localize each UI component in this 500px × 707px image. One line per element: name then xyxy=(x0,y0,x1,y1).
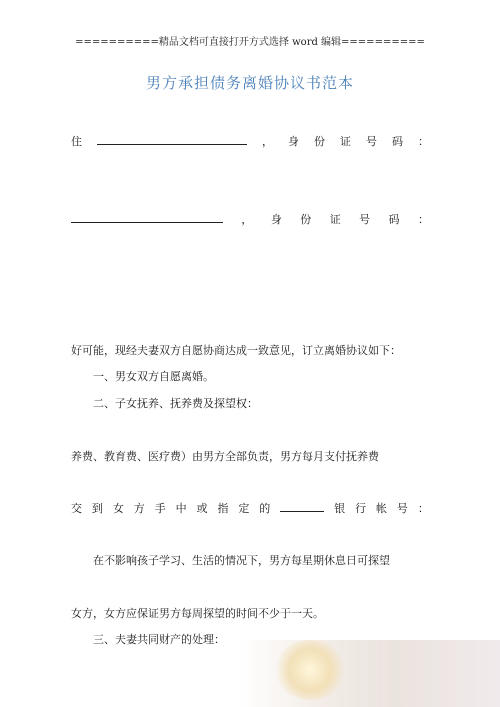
text: ： xyxy=(417,502,429,515)
watermark-glow xyxy=(275,640,345,700)
watermark xyxy=(240,640,500,707)
text: 三、夫妻共同财产的处理： xyxy=(93,633,225,646)
text: 到 xyxy=(91,502,103,515)
address-blank[interactable] xyxy=(71,209,223,223)
intro-line-3 xyxy=(71,314,429,336)
text: 中 xyxy=(175,502,187,515)
blank[interactable] xyxy=(280,498,324,512)
text: ， xyxy=(241,213,253,226)
child-line-4 xyxy=(71,498,429,520)
intro-line-4: 好可能，现经夫妻双方自愿协商达成一致意见，订立离婚协议如下： xyxy=(71,344,401,357)
text: 证 xyxy=(340,135,351,148)
text: 手 xyxy=(154,502,166,515)
text: 身 xyxy=(270,213,282,226)
text: 号 xyxy=(396,502,408,515)
text: 码 xyxy=(392,135,403,148)
text: 份 xyxy=(300,213,312,226)
text: 方 xyxy=(133,502,145,515)
text: 的 xyxy=(259,502,271,515)
section-1 xyxy=(71,366,429,388)
husband-line-1 xyxy=(71,104,429,126)
text: 一、男女双方自愿离婚。 xyxy=(93,370,214,383)
text: 银 xyxy=(334,502,346,515)
text: 指 xyxy=(217,502,229,515)
text: 女 xyxy=(112,502,124,515)
text: 身 xyxy=(288,135,299,148)
text: 码 xyxy=(388,213,400,226)
husband-line-2 xyxy=(71,131,429,153)
text: 二、子女抚养、抚养费及探望权： xyxy=(93,397,258,410)
child-line-3 xyxy=(71,472,429,494)
intro-line-1 xyxy=(71,262,429,284)
text: 帐 xyxy=(375,502,387,515)
text: ， xyxy=(262,135,273,148)
child-line-5 xyxy=(71,524,429,546)
section-2 xyxy=(71,393,429,415)
text: ： xyxy=(418,135,429,148)
header-banner: ==========精品文档可直接打开方式选择 word 编辑========== xyxy=(75,37,425,48)
address-blank[interactable] xyxy=(97,131,247,145)
wife-line-2 xyxy=(71,209,429,231)
text: 交 xyxy=(71,502,82,515)
child-line-1 xyxy=(71,420,429,442)
text: 住 xyxy=(71,135,82,148)
text: 证 xyxy=(329,213,341,226)
text: 号 xyxy=(366,135,377,148)
visit-line-3: 女方，女方应保证男方每周探望的时间不少于一天。 xyxy=(71,607,324,620)
visit-line-2 xyxy=(71,577,429,599)
husband-line-3 xyxy=(71,155,429,177)
wife-line-3 xyxy=(71,235,429,257)
text: 在不影响孩子学习、生活的情况下，男方每星期休息日可探望 xyxy=(93,554,390,567)
child-line-2: 养费、教育费、医疗费）由男方全部负责，男方每月支付抚养费 xyxy=(71,450,379,463)
text: 份 xyxy=(314,135,325,148)
text: 行 xyxy=(355,502,367,515)
text: ： xyxy=(417,213,429,226)
intro-line-2 xyxy=(71,288,429,310)
visit-line-1 xyxy=(71,550,429,572)
document-title: 男方承担债务离婚协议书范本 xyxy=(145,74,354,92)
text: 或 xyxy=(196,502,208,515)
wife-line-1 xyxy=(71,184,429,206)
text: 号 xyxy=(359,213,371,226)
text: 定 xyxy=(238,502,250,515)
